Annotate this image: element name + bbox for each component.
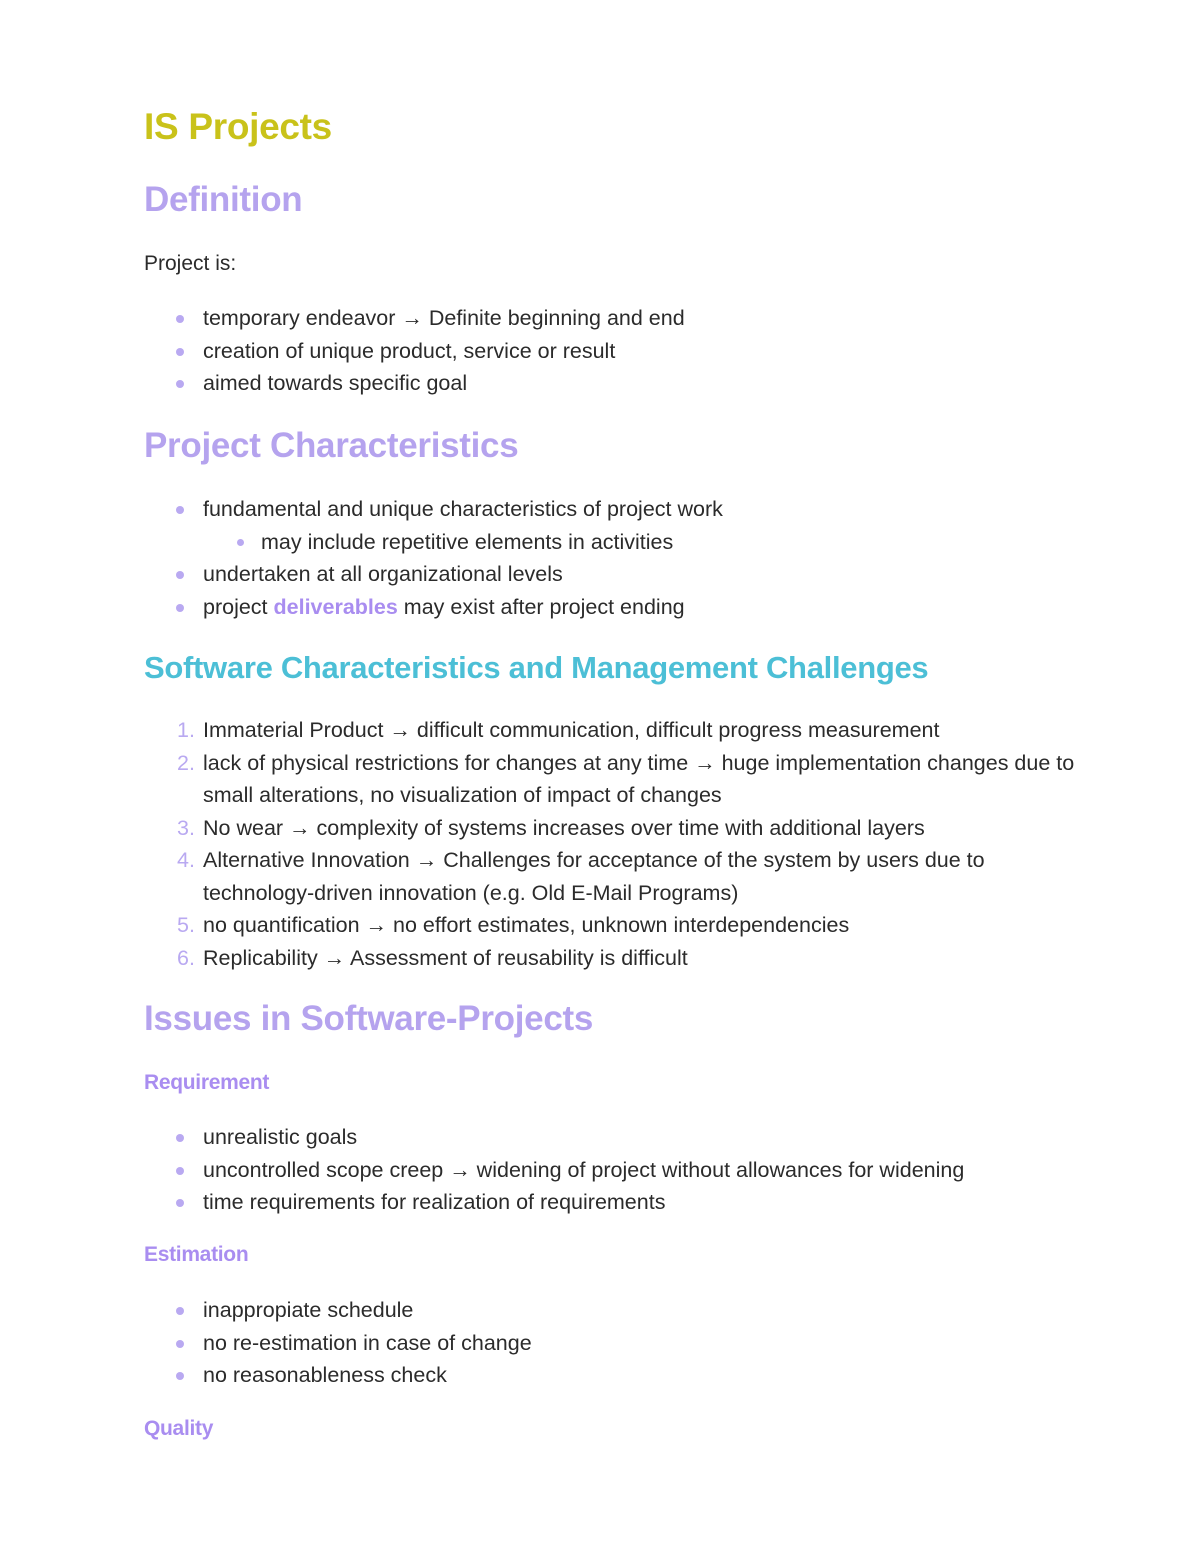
item-number: 2.: [177, 750, 195, 775]
numbered-item: [144, 747, 1094, 812]
numbered-item: [144, 714, 1094, 747]
numbered-item: [144, 909, 1094, 942]
requirement-list: [144, 1121, 1104, 1219]
list-item: temporary endeavor → Definite beginning and end: [144, 302, 1104, 335]
list-item: unrealistic goals: [144, 1121, 1104, 1154]
list-item: fundamental and unique characteristics of project work: [144, 493, 1104, 526]
list-item: aimed towards specific goal: [144, 367, 1104, 400]
item-number: 1.: [177, 718, 195, 742]
item-number: 4.: [177, 848, 195, 872]
item-text: may exist after project ending: [397, 594, 685, 619]
numbered-item: [144, 942, 1094, 975]
list-item: undertaken at all organizational levels: [144, 558, 1104, 591]
estimation-heading: Estimation: [144, 1243, 249, 1266]
definition-list: [144, 302, 1104, 400]
software-characteristics-heading: Software Characteristics and Management Challenges: [144, 650, 929, 685]
list-item: [144, 591, 1104, 624]
list-item: inappropiate schedule: [144, 1294, 1104, 1327]
item-text: Immaterial Product → difficult communication, difficult progress measurement: [203, 718, 940, 742]
item-text: No wear → complexity of systems increases over time with additional layers: [203, 815, 925, 840]
issues-heading: Issues in Software-Projects: [144, 999, 594, 1038]
item-number: 6.: [177, 945, 195, 970]
list-item: no reasonableness check: [144, 1359, 1104, 1392]
requirement-heading: Requirement: [144, 1071, 270, 1094]
project-characteristics-heading: Project Characteristics: [144, 426, 519, 465]
project-characteristics-list: [144, 493, 1104, 623]
definition-heading: Definition: [144, 180, 303, 219]
nested-list-item: may include repetitive elements in activities: [144, 526, 1104, 559]
list-item: time requirements for realization of requirements: [144, 1186, 1104, 1219]
numbered-item: [144, 844, 1094, 909]
estimation-list: [144, 1294, 1104, 1392]
item-text: Replicability → Assessment of reusability is difficult: [203, 945, 688, 970]
software-characteristics-list: [144, 714, 1094, 974]
definition-intro: Project is:: [144, 252, 237, 275]
item-text: lack of physical restrictions for changes at any time → huge implementation changes due to small alterations, no visualization of impact of changes: [203, 750, 1075, 807]
item-text: no quantification → no effort estimates, unknown interdependencies: [203, 913, 850, 937]
page-title: IS Projects: [144, 106, 332, 147]
item-text: project: [203, 594, 274, 619]
item-text: Alternative Innovation → Challenges for acceptance of the system by users due to technology-driven innovation (e.g. Old E-Mail Programs): [203, 848, 985, 905]
list-item: creation of unique product, service or result: [144, 335, 1104, 368]
quality-heading: Quality: [144, 1417, 214, 1440]
highlighted-term: deliverables: [273, 594, 398, 619]
list-item: uncontrolled scope creep → widening of project without allowances for widening: [144, 1154, 1104, 1187]
list-item: no re-estimation in case of change: [144, 1327, 1104, 1360]
item-number: 5.: [177, 913, 195, 937]
item-number: 3.: [177, 815, 195, 840]
numbered-item: [144, 812, 1094, 845]
